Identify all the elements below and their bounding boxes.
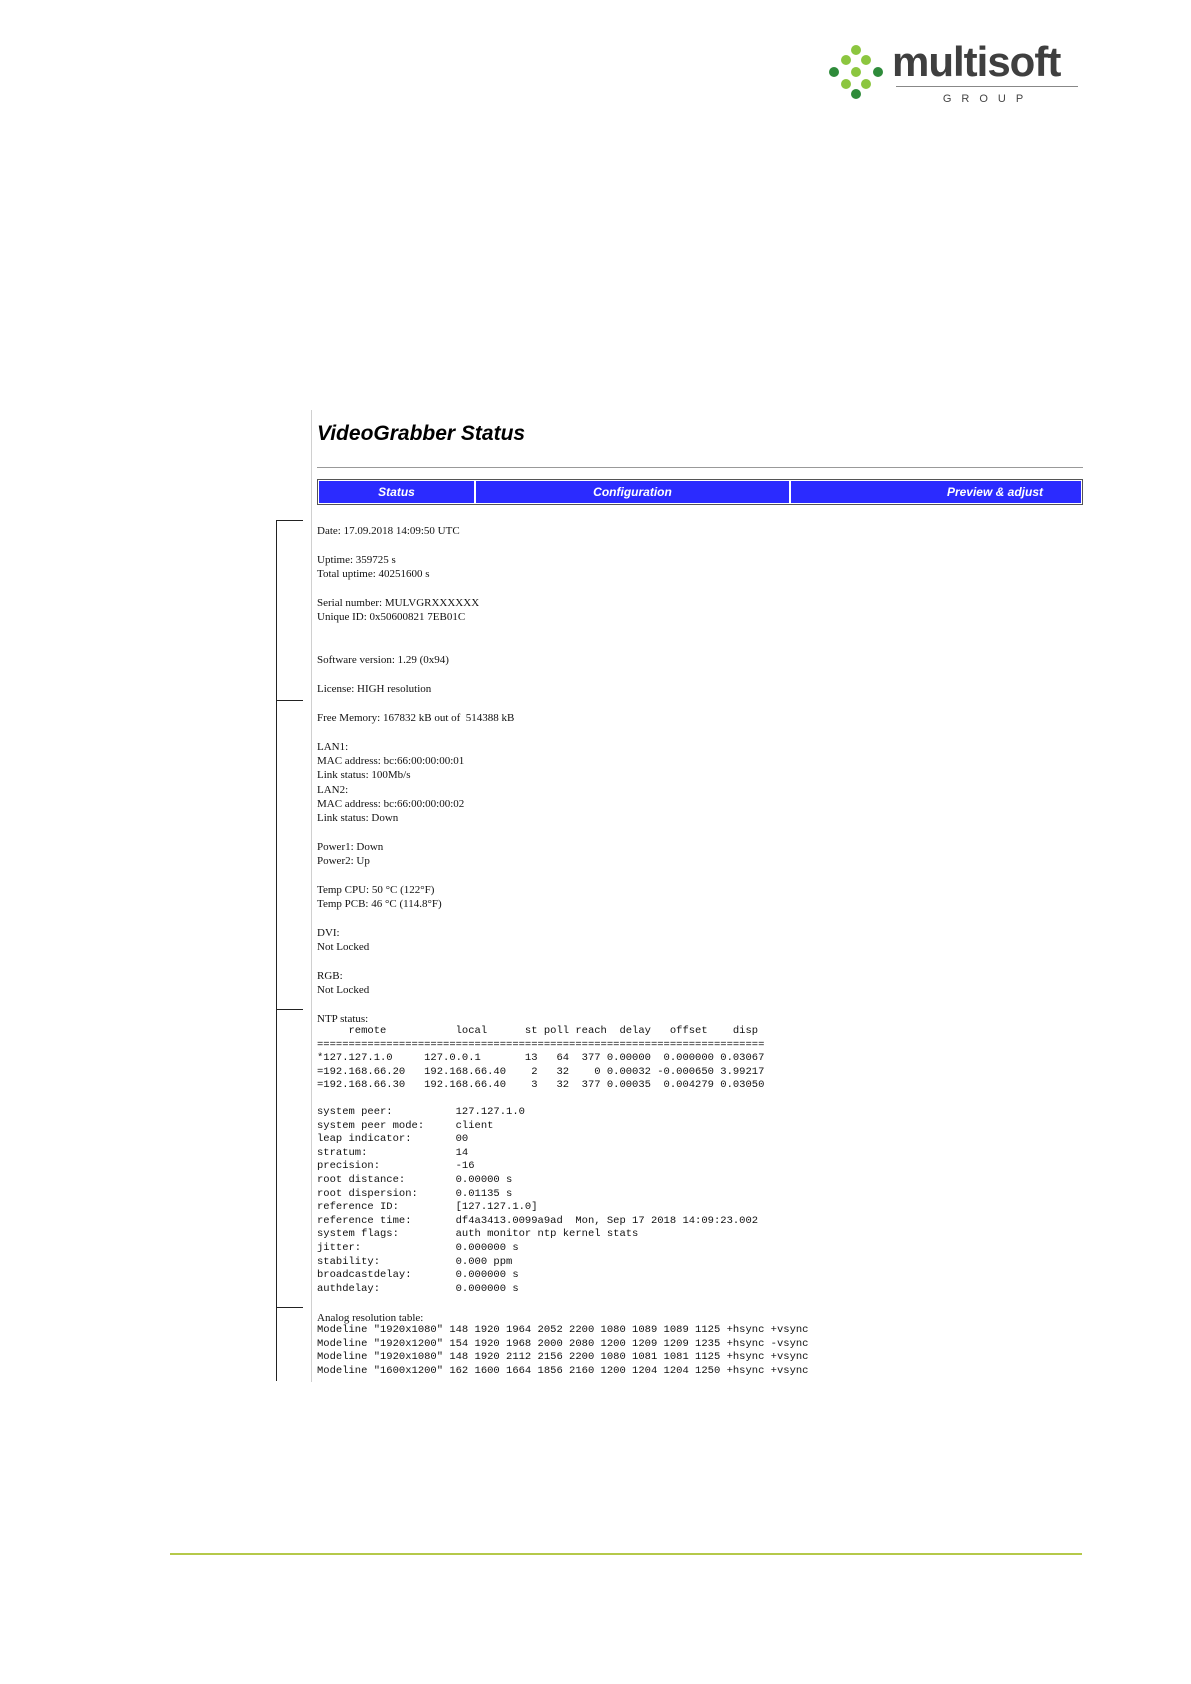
date-line: Date: 17.09.2018 14:09:50 UTC — [317, 525, 460, 537]
footer-rule — [170, 1553, 1082, 1555]
power1-line: Power1: Down — [317, 841, 384, 853]
ntp-system-info: system peer: 127.127.1.0 system peer mode: client leap indicator: 00 stratum: 14 precision: -16 root distance: 0.00000 s root dispersion: 0.01135 s reference ID: [127.127.1.0] reference time: df4a3413.0099a9ad Mon, Sep 17 2018 14:09:23.002 system flags: auth monitor ntp kernel stats jitter: 0.000000 s stability: 0.000 ppm broadcastdelay: 0.000000 s authdelay: 0.000000 s — [317, 1106, 759, 1295]
bracket-tick — [276, 700, 303, 701]
bracket-tick — [276, 1307, 303, 1308]
serial-number-line: Serial number: MULVGRXXXXXX — [317, 597, 480, 609]
software-version-line: Software version: 1.29 (0x94) — [317, 654, 449, 666]
temp-pcb-line: Temp PCB: 46 °C (114.8°F) — [317, 898, 442, 910]
modeline-table: Modeline "1920x1080" 148 1920 1964 2052 2200 1080 1089 1089 1125 +hsync +vsync Modeline "1920x1200" 154 1920 1968 2000 2080 1200 1209 1209 1235 +hsync -vsync Modeline "1920x1080" 148 1920 2112 2156 2200 1080 1081 1081 1125 +hsync +vsync Modeline "1600x1200" 162 1600 1664 1856 2160 1200 1204 1204 1250 +hsync +vsync — [317, 1324, 809, 1377]
page-title: VideoGrabber Status — [317, 422, 526, 445]
total-uptime-line: Total uptime: 40251600 s — [317, 568, 430, 580]
ntp-peer-table: remote local st poll reach delay offset disp ======================================================================= *127.127.1.0 127.0.0.1 13 64 377 0.00000 0.000000 0.03067 =192.168.66.20 192.168.66.40 2 32 0 0.00032 -0.000650 3.99217 =192.168.66.30 192.168.66.40 3 32 377 0.00035 0.004279 0.03050 — [317, 1025, 765, 1092]
tab-preview-adjust[interactable]: Preview & adjust — [791, 481, 1081, 503]
logo-dots-icon — [828, 44, 884, 100]
analog-resolution-label: Analog resolution table: — [317, 1312, 424, 1324]
section-bracket-line — [276, 520, 277, 1381]
ntp-status-label: NTP status: — [317, 1013, 369, 1025]
tab-bar — [317, 479, 1083, 505]
screenshot-left-border — [311, 410, 312, 1382]
rgb-label: RGB: — [317, 970, 343, 982]
rgb-state: Not Locked — [317, 984, 370, 996]
power2-line: Power2: Up — [317, 855, 370, 867]
license-line: License: HIGH resolution — [317, 683, 432, 695]
lan1-label: LAN1: — [317, 741, 349, 753]
uptime-line: Uptime: 359725 s — [317, 554, 396, 566]
lan1-mac-line: MAC address: bc:66:00:00:00:01 — [317, 755, 465, 767]
dvi-label: DVI: — [317, 927, 340, 939]
bracket-tick — [276, 520, 303, 521]
free-memory-line: Free Memory: 167832 kB out of 514388 kB — [317, 712, 515, 724]
logo-divider — [896, 86, 1078, 87]
tab-configuration[interactable]: Configuration — [476, 481, 789, 503]
dvi-state: Not Locked — [317, 941, 370, 953]
lan2-mac-line: MAC address: bc:66:00:00:00:02 — [317, 798, 465, 810]
logo-group-text: GROUP — [942, 93, 1034, 105]
multisoft-logo — [828, 38, 1078, 105]
bracket-tick — [276, 1009, 303, 1010]
lan1-link-line: Link status: 100Mb/s — [317, 769, 411, 781]
tab-status[interactable]: Status — [319, 481, 474, 503]
lan2-label: LAN2: — [317, 784, 349, 796]
unique-id-line: Unique ID: 0x50600821 7EB01C — [317, 611, 466, 623]
logo-wordmark: multisoft — [892, 38, 1061, 85]
title-divider — [317, 467, 1083, 468]
lan2-link-line: Link status: Down — [317, 812, 399, 824]
temp-cpu-line: Temp CPU: 50 °C (122°F) — [317, 884, 435, 896]
